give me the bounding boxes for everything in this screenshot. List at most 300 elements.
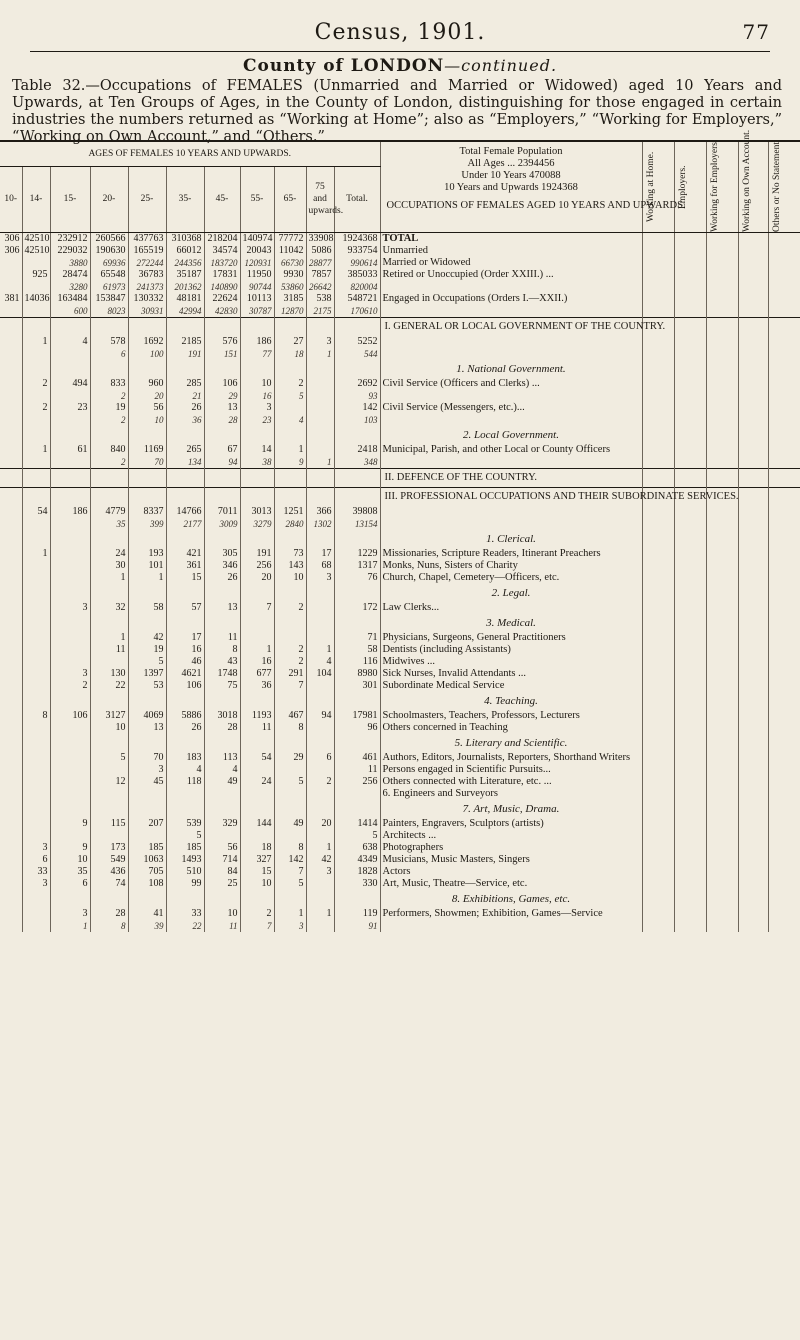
empty-cell xyxy=(274,890,306,908)
county-suffix: —continued. xyxy=(444,56,558,75)
table-cell xyxy=(0,632,22,644)
table-row xyxy=(0,752,800,764)
empty-cell xyxy=(22,318,50,337)
status-cell xyxy=(738,680,768,692)
status-cell xyxy=(738,842,768,854)
empty-cell xyxy=(22,584,50,602)
empty-cell xyxy=(0,530,22,548)
table-cell: 6 xyxy=(306,752,334,764)
empty-cell xyxy=(240,426,274,444)
status-cell xyxy=(768,830,800,842)
table-cell xyxy=(0,788,22,800)
status-cell xyxy=(768,656,800,668)
empty-cell xyxy=(768,488,800,507)
table-cell: 26 xyxy=(204,572,240,584)
table-cell: 244356 xyxy=(166,257,204,269)
status-cell xyxy=(706,506,738,518)
table-cell xyxy=(240,764,274,776)
table-row xyxy=(0,722,800,734)
table-cell: 77772 xyxy=(274,233,306,246)
table-cell: 2 xyxy=(274,378,306,390)
empty-cell xyxy=(274,530,306,548)
section-heading: II. DEFENCE OF THE COUNTRY. xyxy=(380,469,642,488)
status-cell xyxy=(768,572,800,584)
table-row xyxy=(0,444,800,456)
table-cell xyxy=(50,518,90,530)
table-cell: 10 xyxy=(128,414,166,426)
table-cell xyxy=(0,390,22,402)
table-cell: 185 xyxy=(166,842,204,854)
status-cell xyxy=(738,378,768,390)
status-cell xyxy=(768,818,800,830)
table-row xyxy=(0,878,800,890)
table-cell: 578 xyxy=(90,336,128,348)
table-cell: 119 xyxy=(334,908,380,920)
occupation-label: Dentists (including Assistants) xyxy=(380,644,642,656)
table-cell: 71 xyxy=(334,632,380,644)
table-cell: 35 xyxy=(90,518,128,530)
status-cell xyxy=(674,548,706,560)
table-row xyxy=(0,584,800,602)
status-cell xyxy=(768,348,800,360)
table-cell xyxy=(306,788,334,800)
status-cell xyxy=(674,680,706,692)
table-cell: 2 xyxy=(274,644,306,656)
empty-cell xyxy=(642,734,674,752)
status-cell xyxy=(738,776,768,788)
table-cell: 22 xyxy=(166,920,204,932)
table-cell: 2692 xyxy=(334,378,380,390)
table-cell: 93 xyxy=(334,390,380,402)
table-cell: 69936 xyxy=(90,257,128,269)
table-cell: 49 xyxy=(274,818,306,830)
table-cell: 305 xyxy=(204,548,240,560)
table-cell xyxy=(22,680,50,692)
population-label: Total Female Population xyxy=(459,146,563,157)
table-cell: 3 xyxy=(306,572,334,584)
status-cell xyxy=(738,456,768,469)
empty-cell xyxy=(274,360,306,378)
status-cell xyxy=(642,830,674,842)
status-cell xyxy=(738,668,768,680)
table-cell xyxy=(50,752,90,764)
table-cell xyxy=(22,920,50,932)
status-cell xyxy=(706,776,738,788)
status-cell xyxy=(738,908,768,920)
status-cell xyxy=(674,572,706,584)
empty-cell xyxy=(274,800,306,818)
table-cell: 20 xyxy=(306,818,334,830)
empty-cell xyxy=(0,488,22,507)
empty-cell xyxy=(204,469,240,488)
table-cell xyxy=(22,830,50,842)
table-cell: 115 xyxy=(90,818,128,830)
age-col-4: 25- xyxy=(128,166,166,232)
status-cell xyxy=(674,710,706,722)
table-row xyxy=(0,692,800,710)
status-cell xyxy=(738,764,768,776)
table-cell: 1 xyxy=(50,920,90,932)
empty-cell xyxy=(50,488,90,507)
table-cell: 3 xyxy=(50,602,90,614)
table-cell: 12870 xyxy=(274,305,306,318)
table-cell xyxy=(0,854,22,866)
status-cell xyxy=(706,293,738,305)
table-cell xyxy=(306,414,334,426)
table-cell: 1 xyxy=(128,572,166,584)
status-cell xyxy=(706,572,738,584)
status-cell xyxy=(768,680,800,692)
empty-cell xyxy=(274,488,306,507)
table-cell xyxy=(306,680,334,692)
subsection-heading: 4. Teaching. xyxy=(380,692,642,710)
empty-cell xyxy=(90,469,128,488)
status-col-3-label: Working on Own Account. xyxy=(741,129,752,232)
table-cell: 142 xyxy=(334,402,380,414)
status-cell xyxy=(642,854,674,866)
table-cell: 24 xyxy=(240,776,274,788)
table-cell: 990614 xyxy=(334,257,380,269)
empty-cell xyxy=(240,800,274,818)
table-cell: 2418 xyxy=(334,444,380,456)
table-row xyxy=(0,378,800,390)
status-cell xyxy=(738,281,768,293)
status-cell xyxy=(768,854,800,866)
table-cell: 42994 xyxy=(166,305,204,318)
table-cell: 101 xyxy=(128,560,166,572)
empty-cell xyxy=(738,692,768,710)
table-cell: 218204 xyxy=(204,233,240,246)
table-cell: 8023 xyxy=(90,305,128,318)
table-cell: 118 xyxy=(166,776,204,788)
census-title xyxy=(30,20,770,45)
empty-cell xyxy=(204,800,240,818)
table-row xyxy=(0,426,800,444)
empty-cell xyxy=(738,318,768,337)
table-row xyxy=(0,572,800,584)
table-row xyxy=(0,506,800,518)
occupation-label: Authors, Editors, Journalists, Reporters, Shorthand Writers xyxy=(380,752,642,764)
empty-cell xyxy=(240,530,274,548)
table-cell: 21 xyxy=(166,390,204,402)
table-cell: 153847 xyxy=(90,293,128,305)
status-cell xyxy=(768,776,800,788)
table-cell: 14766 xyxy=(166,506,204,518)
section-heading: I. GENERAL OR LOCAL GOVERNMENT OF THE COUNTRY. xyxy=(380,318,642,337)
empty-cell xyxy=(204,692,240,710)
empty-cell xyxy=(166,488,204,507)
empty-cell xyxy=(0,890,22,908)
status-cell xyxy=(642,233,674,246)
table-cell xyxy=(0,866,22,878)
table-cell: 20 xyxy=(240,572,274,584)
status-cell xyxy=(706,336,738,348)
status-cell xyxy=(642,293,674,305)
table-row xyxy=(0,644,800,656)
table-cell: 4349 xyxy=(334,854,380,866)
subsection-heading: 2. Local Government. xyxy=(380,426,642,444)
table-cell: 30787 xyxy=(240,305,274,318)
status-cell xyxy=(674,788,706,800)
status-cell xyxy=(706,818,738,830)
table-cell: 94 xyxy=(204,456,240,469)
table-cell: 4 xyxy=(166,764,204,776)
table-cell xyxy=(204,830,240,842)
population-over-10: 10 Years and Upwards 1924368 xyxy=(444,182,578,193)
empty-cell xyxy=(50,800,90,818)
status-cell xyxy=(738,233,768,246)
empty-cell xyxy=(240,318,274,337)
table-row xyxy=(0,336,800,348)
status-cell xyxy=(768,920,800,932)
table-cell: 9930 xyxy=(274,269,306,281)
table-cell: 437763 xyxy=(128,233,166,246)
table-cell xyxy=(240,830,274,842)
table-cell: 1748 xyxy=(204,668,240,680)
empty-cell xyxy=(334,426,380,444)
occupation-label: Unmarried xyxy=(380,245,642,257)
empty-cell xyxy=(706,469,738,488)
table-cell: 100 xyxy=(128,348,166,360)
table-cell: 10 xyxy=(274,572,306,584)
table-cell: 46 xyxy=(166,656,204,668)
occupation-label xyxy=(380,456,642,469)
table-cell: 600 xyxy=(50,305,90,318)
empty-cell xyxy=(642,360,674,378)
empty-cell xyxy=(642,614,674,632)
status-cell xyxy=(738,878,768,890)
table-cell xyxy=(0,560,22,572)
table-cell: 54 xyxy=(240,752,274,764)
status-cell xyxy=(642,336,674,348)
status-cell xyxy=(642,722,674,734)
occupation-label: Church, Chapel, Cemetery—Officers, etc. xyxy=(380,572,642,584)
table-cell: 705 xyxy=(128,866,166,878)
table-cell: 36 xyxy=(240,680,274,692)
table-cell: 2185 xyxy=(166,336,204,348)
table-cell: 820004 xyxy=(334,281,380,293)
empty-cell xyxy=(334,360,380,378)
table-cell: 291 xyxy=(274,668,306,680)
table-cell: 32 xyxy=(90,602,128,614)
page-header xyxy=(30,20,770,76)
table-cell: 2 xyxy=(306,776,334,788)
table-cell xyxy=(0,602,22,614)
table-cell: 11 xyxy=(240,722,274,734)
table-row xyxy=(0,318,800,337)
table-cell xyxy=(0,518,22,530)
empty-cell xyxy=(642,584,674,602)
table-cell: 3880 xyxy=(50,257,90,269)
empty-cell xyxy=(306,530,334,548)
occupation-label: Physicians, Surgeons, General Practitioners xyxy=(380,632,642,644)
status-cell xyxy=(642,305,674,318)
status-cell xyxy=(706,668,738,680)
table-cell: 4 xyxy=(50,336,90,348)
table-cell: 183 xyxy=(166,752,204,764)
status-cell xyxy=(642,668,674,680)
empty-cell xyxy=(768,734,800,752)
table-cell: 74 xyxy=(90,878,128,890)
status-cell xyxy=(674,854,706,866)
status-cell xyxy=(642,548,674,560)
empty-cell xyxy=(204,890,240,908)
table-cell: 120931 xyxy=(240,257,274,269)
table-cell: 11042 xyxy=(274,245,306,257)
status-cell xyxy=(706,830,738,842)
table-cell: 256 xyxy=(334,776,380,788)
empty-cell xyxy=(706,318,738,337)
occupation-label: Performers, Showmen; Exhibition, Games—Service xyxy=(380,908,642,920)
status-cell xyxy=(768,866,800,878)
status-cell xyxy=(768,908,800,920)
table-cell xyxy=(0,722,22,734)
table-cell xyxy=(0,668,22,680)
empty-cell xyxy=(306,488,334,507)
table-cell: 19 xyxy=(128,644,166,656)
table-cell: 6 xyxy=(22,854,50,866)
table-row xyxy=(0,269,800,281)
status-cell xyxy=(674,560,706,572)
table-cell: 1 xyxy=(90,572,128,584)
empty-cell xyxy=(674,584,706,602)
table-cell: 229032 xyxy=(50,245,90,257)
empty-cell xyxy=(642,530,674,548)
status-cell xyxy=(706,632,738,644)
table-cell: 2 xyxy=(90,390,128,402)
occupation-label: Schoolmasters, Teachers, Professors, Lecturers xyxy=(380,710,642,722)
table-cell xyxy=(50,656,90,668)
table-cell: 68 xyxy=(306,560,334,572)
table-cell: 39 xyxy=(128,920,166,932)
empty-cell xyxy=(128,318,166,337)
status-cell xyxy=(674,764,706,776)
occupation-table xyxy=(0,129,800,932)
table-row xyxy=(0,818,800,830)
status-cell xyxy=(706,269,738,281)
table-cell: 30931 xyxy=(128,305,166,318)
empty-cell xyxy=(738,360,768,378)
table-cell: 15 xyxy=(166,572,204,584)
occupation-label: Law Clerks... xyxy=(380,602,642,614)
page-number: 77 xyxy=(742,20,770,44)
empty-cell xyxy=(674,318,706,337)
table-cell: 11 xyxy=(204,920,240,932)
status-cell xyxy=(674,269,706,281)
status-col-0 xyxy=(642,142,674,233)
status-cell xyxy=(642,776,674,788)
status-cell xyxy=(768,444,800,456)
occupation-label: Civil Service (Officers and Clerks) ... xyxy=(380,378,642,390)
table-cell: 144 xyxy=(240,818,274,830)
table-cell xyxy=(274,830,306,842)
table-cell xyxy=(22,752,50,764)
table-row xyxy=(0,560,800,572)
status-cell xyxy=(674,866,706,878)
empty-cell xyxy=(274,318,306,337)
table-cell: 2 xyxy=(50,680,90,692)
table-row xyxy=(0,842,800,854)
table-cell: 7011 xyxy=(204,506,240,518)
table-cell: 27 xyxy=(274,336,306,348)
table-cell xyxy=(128,788,166,800)
empty-cell xyxy=(768,890,800,908)
empty-cell xyxy=(240,584,274,602)
table-cell xyxy=(22,632,50,644)
table-cell xyxy=(22,348,50,360)
empty-cell xyxy=(674,360,706,378)
table-cell xyxy=(0,336,22,348)
table-cell: 1317 xyxy=(334,560,380,572)
table-cell: 3 xyxy=(274,920,306,932)
empty-cell xyxy=(90,734,128,752)
table-cell: 70 xyxy=(128,456,166,469)
status-cell xyxy=(738,245,768,257)
table-cell: 1397 xyxy=(128,668,166,680)
status-col-1 xyxy=(674,142,706,233)
status-cell xyxy=(738,644,768,656)
table-cell: 385033 xyxy=(334,269,380,281)
table-row xyxy=(0,830,800,842)
empty-cell xyxy=(204,734,240,752)
table-cell: 538 xyxy=(306,293,334,305)
table-row xyxy=(0,245,800,257)
empty-cell xyxy=(738,584,768,602)
empty-cell xyxy=(240,360,274,378)
empty-cell xyxy=(0,800,22,818)
occupation-label: Art, Music, Theatre—Service, etc. xyxy=(380,878,642,890)
empty-cell xyxy=(738,469,768,488)
status-cell xyxy=(674,378,706,390)
status-cell xyxy=(642,414,674,426)
empty-cell xyxy=(306,890,334,908)
table-row xyxy=(0,854,800,866)
age-col-3: 20- xyxy=(90,166,128,232)
status-cell xyxy=(738,632,768,644)
status-col-4 xyxy=(768,139,800,233)
status-cell xyxy=(674,414,706,426)
table-cell: 61973 xyxy=(90,281,128,293)
status-cell xyxy=(738,257,768,269)
status-cell xyxy=(768,878,800,890)
table-cell: 1493 xyxy=(166,854,204,866)
table-cell: 10 xyxy=(204,908,240,920)
empty-cell xyxy=(50,530,90,548)
empty-cell xyxy=(240,614,274,632)
table-cell: 3 xyxy=(50,908,90,920)
table-cell: 1 xyxy=(306,842,334,854)
table-row xyxy=(0,257,800,269)
occupation-label: Missionaries, Scripture Readers, Itinerant Preachers xyxy=(380,548,642,560)
table-cell: 103 xyxy=(334,414,380,426)
empty-cell xyxy=(738,890,768,908)
status-cell xyxy=(642,281,674,293)
table-cell: 361 xyxy=(166,560,204,572)
table-cell: 8980 xyxy=(334,668,380,680)
empty-cell xyxy=(50,890,90,908)
table-cell xyxy=(50,722,90,734)
occupation-label: Others concerned in Teaching xyxy=(380,722,642,734)
occupation-label: Subordinate Medical Service xyxy=(380,680,642,692)
table-cell xyxy=(22,305,50,318)
empty-cell xyxy=(738,488,768,507)
status-cell xyxy=(706,854,738,866)
table-cell: 35187 xyxy=(166,269,204,281)
table-cell: 7 xyxy=(240,920,274,932)
empty-cell xyxy=(674,890,706,908)
occupation-label: Persons engaged in Scientific Pursuits... xyxy=(380,764,642,776)
table-cell: 5886 xyxy=(166,710,204,722)
